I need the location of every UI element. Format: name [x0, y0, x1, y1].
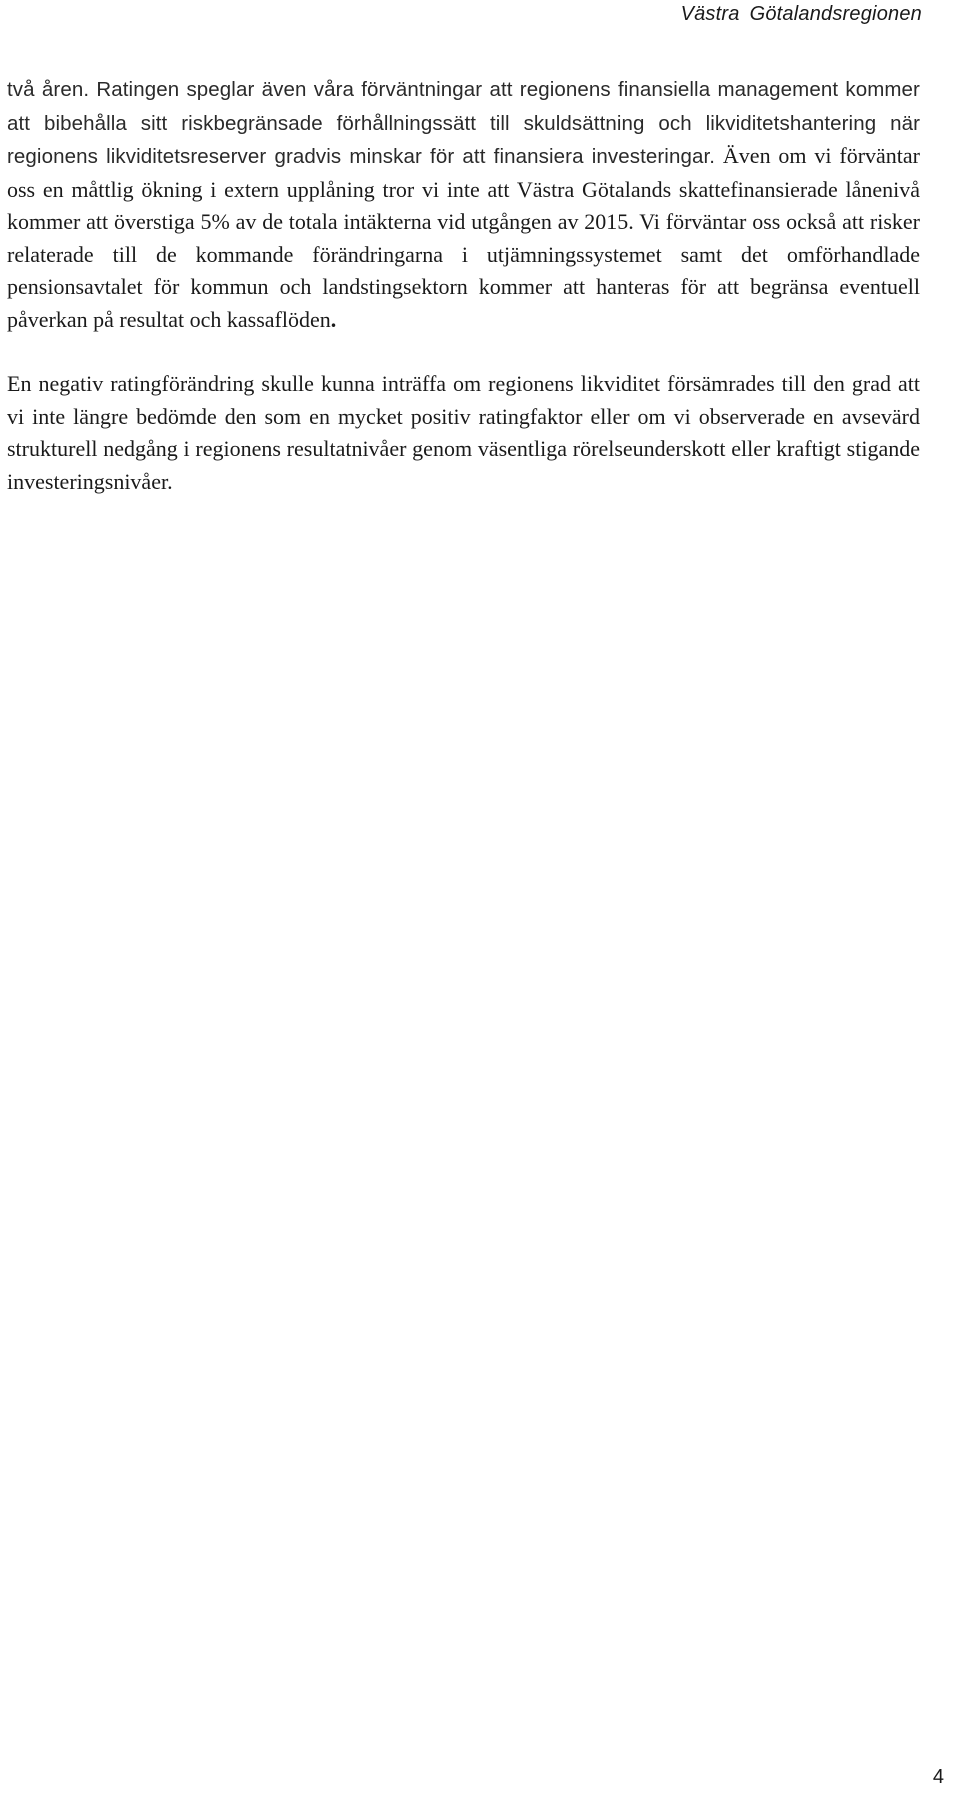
- paragraph-rating-outlook: [7, 73, 920, 336]
- header-org-part2: Götalandsregionen: [749, 3, 922, 25]
- paragraph-end-mark: .: [330, 306, 337, 332]
- page-number: 4: [932, 1766, 944, 1788]
- header-org-part1: Västra: [680, 3, 740, 25]
- paragraph-lead-text: två åren. Ratingen speglar även våra förväntningar att regionens finansiella management kommer att bibehålla sitt riskbegränsade förhållningssätt till skuldsättning och likviditetshantering när regionens likviditetsreserver gradvis minskar för att finansiera investeringar.: [7, 78, 920, 168]
- paragraph-negative-rating: En negativ ratingförändring skulle kunna inträffa om regionens likviditet försämrades till den grad att vi inte längre bedömde den som en mycket positiv ratingfaktor eller om vi observerade en avsevärd strukturell nedgång i regionens resultatnivåer genom väsentliga rörelseunderskott eller kraftigt stigande investeringsnivåer.: [7, 371, 920, 494]
- document-body: [7, 73, 920, 498]
- paragraph-body-text: Även om vi förväntar oss en måttlig ökning i extern upplåning tror vi inte att Västra Götalands skattefinansierade lånenivå kommer att överstiga 5% av de totala intäkterna vid utgången av 2015. Vi förväntar oss också att risker relaterade till de kommande förändringarna i utjämningssystemet samt det omförhandlade pensionsavtalet för kommun och landstingsektorn kommer att hanteras för att begränsa eventuell påverkan på resultat och kassaflöden: [7, 143, 921, 332]
- page-header: [681, 0, 922, 28]
